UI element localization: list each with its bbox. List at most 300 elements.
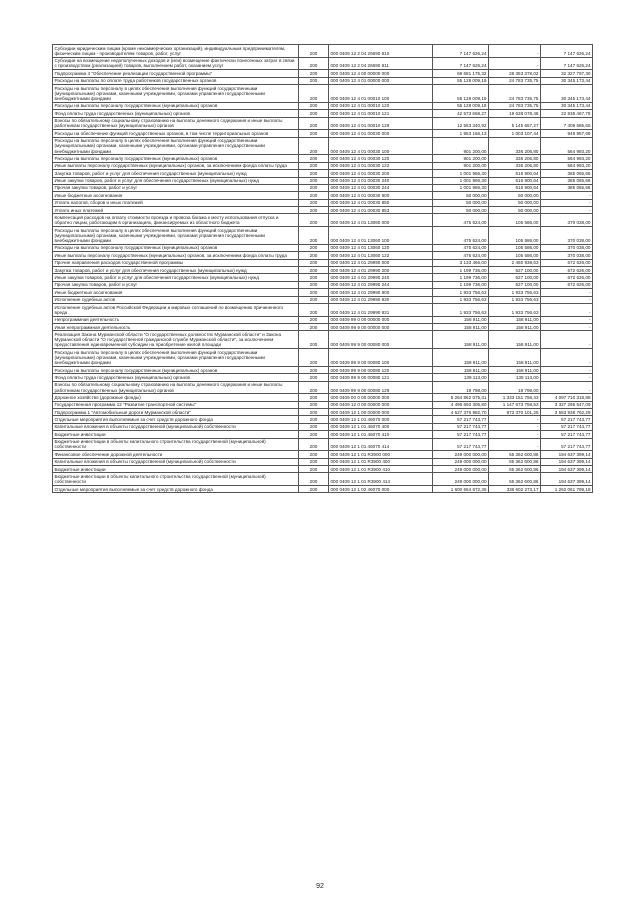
budget-execution-table	[52, 44, 593, 493]
line-code: 200	[299, 252, 329, 259]
table-row	[53, 366, 593, 373]
unexecuted-amount: 370 038,00	[541, 214, 593, 227]
classification-code: 000 0409 12 4 01 00030 850	[329, 199, 433, 206]
unexecuted-amount: 385 065,66	[541, 177, 593, 184]
executed-amount: 973 370 101,25	[489, 409, 541, 416]
line-code: 200	[299, 77, 329, 84]
executed-amount: -	[489, 431, 541, 438]
executed-amount: 336 206,80	[489, 155, 541, 162]
table-row	[53, 267, 593, 274]
table-row	[53, 331, 593, 349]
line-code: 200	[299, 45, 329, 58]
approved-amount: 1 600 664 672,35	[433, 486, 489, 493]
unexecuted-amount: 3 327 295 547,09	[541, 401, 593, 408]
line-code: 200	[299, 102, 329, 109]
classification-code: 000 0409 12 1 00 00000 000	[329, 409, 433, 416]
row-description: Бюджетные инвестиции в объекты капитального строительства государственной (муниципальной) собственности	[53, 438, 299, 451]
classification-code: 000 0409 12 4 01 29990 244	[329, 281, 433, 288]
unexecuted-amount: 672 626,00	[541, 281, 593, 288]
classification-code: 000 0409 12 4 01 00030 800	[329, 192, 433, 199]
table-row	[53, 199, 593, 206]
executed-amount: 336 206,80	[489, 137, 541, 155]
unexecuted-amount: 385 065,66	[541, 184, 593, 191]
executed-amount: -	[489, 57, 541, 70]
classification-code: 000 0409 99 9 00 00000 000	[329, 323, 433, 330]
line-code: 200	[299, 473, 329, 486]
table-body	[53, 45, 593, 493]
unexecuted-amount: 194 637 399,14	[541, 466, 593, 473]
row-description: Компенсация расходов на оплату стоимости проезда и провоза багажа к месту использования отпуска и обратно лицам, работающим в организациях, финансируемых из областного бюджета	[53, 214, 299, 227]
executed-amount: 105 586,00	[489, 214, 541, 227]
table-row	[53, 177, 593, 184]
line-code: 200	[299, 130, 329, 137]
classification-code: 000 0409 12 1 01 R3900 400	[329, 458, 433, 465]
unexecuted-amount: 30 345 173,44	[541, 102, 593, 109]
row-description: Иные выплаты персоналу государственных (муниципальных) органов, за исключением фонда оплаты труда	[53, 252, 299, 259]
table-row	[53, 316, 593, 323]
classification-code: 000 0409 12 4 01 00000 000	[329, 77, 433, 84]
unexecuted-amount: 672 626,00	[541, 274, 593, 281]
row-description: Закупка товаров, работ и услуг для обеспечения государственных (муниципальных) нужд	[53, 170, 299, 177]
line-code: 200	[299, 289, 329, 296]
executed-amount: -	[489, 45, 541, 58]
table-row	[53, 70, 593, 77]
approved-amount: 249 000 000,00	[433, 466, 489, 473]
classification-code: 000 0409 12 4 01 29990 800	[329, 289, 433, 296]
unexecuted-amount: -	[541, 316, 593, 323]
executed-amount: 50 000,00	[489, 192, 541, 199]
approved-amount: 475 624,00	[433, 252, 489, 259]
approved-amount: 901 200,00	[433, 137, 489, 155]
approved-amount: 12 553 340,92	[433, 117, 489, 130]
row-description: Бюджетные инвестиции в объекты капитального строительства государственной (муниципальной) собственности	[53, 473, 299, 486]
executed-amount: 527 100,00	[489, 267, 541, 274]
line-code: 200	[299, 438, 329, 451]
classification-code: 000 0409 12 4 01 29990 831	[329, 303, 433, 316]
unexecuted-amount: -	[541, 366, 593, 373]
classification-code: 000 0409 00 0 00 00000 000	[329, 394, 433, 401]
line-code: 200	[299, 486, 329, 493]
table-row	[53, 155, 593, 162]
table-row	[53, 381, 593, 394]
row-description: Расходы на выплаты персоналу государственных (муниципальных) органов	[53, 366, 299, 373]
approved-amount: 55 128 009,19	[433, 77, 489, 84]
classification-code: 000 0409 12 1 01 R3900 414	[329, 473, 433, 486]
classification-code: 000 0409 12 0 00 00000 000	[329, 401, 433, 408]
executed-amount: 616 900,64	[489, 170, 541, 177]
approved-amount: 901 200,00	[433, 162, 489, 169]
row-description: Расходы на выплаты по оплате труда работников государственных органов	[53, 77, 299, 84]
approved-amount: 50 000,00	[433, 207, 489, 214]
line-code: 200	[299, 274, 329, 281]
executed-amount: 55 362 600,86	[489, 451, 541, 458]
row-description: Взносы по обязательному социальному страхованию на выплаты денежного содержания и иные выплаты работникам государственных (муниципальных) органов	[53, 381, 299, 394]
executed-amount: 1 147 673 758,53	[489, 401, 541, 408]
classification-code: 000 0409 12 4 01 00030 244	[329, 184, 433, 191]
executed-amount: 1 933 756,63	[489, 303, 541, 316]
row-description: Уплата налогов, сборов и иных платежей	[53, 199, 299, 206]
unexecuted-amount: 370 038,00	[541, 227, 593, 245]
line-code: 200	[299, 409, 329, 416]
executed-amount: 55 362 600,86	[489, 466, 541, 473]
executed-amount: 1 003 107,44	[489, 130, 541, 137]
table-row	[53, 184, 593, 191]
approved-amount: 158 911,00	[433, 331, 489, 349]
classification-code: 000 0409 12 4 01 00010 120	[329, 102, 433, 109]
unexecuted-amount: -	[541, 303, 593, 316]
row-description: Прочие направления расходов государственной программы	[53, 259, 299, 266]
approved-amount: 57 217 743,77	[433, 431, 489, 438]
classification-code: 000 0409 12 4 01 00030 240	[329, 177, 433, 184]
approved-amount: 57 217 743,77	[433, 423, 489, 430]
table-row	[53, 227, 593, 245]
unexecuted-amount: 564 993,20	[541, 162, 593, 169]
classification-code: 000 0409 12 1 01 46070 410	[329, 431, 433, 438]
classification-code: 000 0409 12 4 01 00030 000	[329, 130, 433, 137]
executed-amount: -	[489, 423, 541, 430]
executed-amount: 28 353 378,02	[489, 70, 541, 77]
line-code: 200	[299, 416, 329, 423]
line-code: 200	[299, 70, 329, 77]
approved-amount: 249 000 000,00	[433, 458, 489, 465]
table-row	[53, 252, 593, 259]
row-description: Закупка товаров, работ и услуг для обеспечения государственных (муниципальных) нужд	[53, 267, 299, 274]
line-code: 200	[299, 331, 329, 349]
executed-amount: 55 362 600,86	[489, 458, 541, 465]
executed-amount: 5 145 657,27	[489, 117, 541, 130]
executed-amount: 158 911,00	[489, 316, 541, 323]
row-description: Реализация Закона Мурманской области "О государственных должностях Мурманской области" и Закона Мурманской области "О государственной гражданской службе Мурманской области", за исключением предоставления единовременной субсидии на приобретение жилой площади	[53, 331, 299, 349]
line-code: 200	[299, 227, 329, 245]
executed-amount: 336 602 273,17	[489, 486, 541, 493]
classification-code: 000 0409 12 4 00 00000 000	[329, 70, 433, 77]
table-row	[53, 416, 593, 423]
line-code: 200	[299, 451, 329, 458]
classification-code: 000 0409 12 4 01 00030 200	[329, 170, 433, 177]
approved-amount: 19 798,00	[433, 381, 489, 394]
executed-amount: 1 333 151 756,43	[489, 394, 541, 401]
classification-code: 000 0409 12 4 01 13060 000	[329, 214, 433, 227]
line-code: 200	[299, 170, 329, 177]
unexecuted-amount: -	[541, 381, 593, 394]
line-code: 200	[299, 431, 329, 438]
table-row	[53, 259, 593, 266]
table-row	[53, 214, 593, 227]
classification-code: 000 0409 12 4 01 00030 122	[329, 162, 433, 169]
classification-code: 000 0409 12 4 01 13060 122	[329, 252, 433, 259]
table-row	[53, 466, 593, 473]
unexecuted-amount: 57 217 743,77	[541, 431, 593, 438]
unexecuted-amount: 370 038,00	[541, 252, 593, 259]
classification-code: 000 0409 12 2 04 26690 811	[329, 57, 433, 70]
table-row	[53, 289, 593, 296]
table-row	[53, 274, 593, 281]
unexecuted-amount: 3 553 938 762,29	[541, 409, 593, 416]
executed-amount: 616 900,64	[489, 177, 541, 184]
row-description: Исполнение судебных актов Российской Федерации и мировых соглашений по возмещению причиненного вреда	[53, 303, 299, 316]
classification-code: 000 0409 12 4 01 00030 120	[329, 155, 433, 162]
row-description: Расходы на выплаты персоналу государственных (муниципальных) органов	[53, 155, 299, 162]
row-description: Расходы на выплаты персоналу в целях обеспечения выполнения функций государственными (муниципальными) органами, казенными учреждениями, органами управления государственными внебюджетными фондами	[53, 227, 299, 245]
approved-amount: 50 000,00	[433, 192, 489, 199]
row-description: Иные закупки товаров, работ и услуг для обеспечения государственных (муниципальных) нужд	[53, 274, 299, 281]
table-row	[53, 281, 593, 288]
unexecuted-amount: -	[541, 192, 593, 199]
table-row	[53, 170, 593, 177]
row-description: Капитальные вложения в объекты государственной (муниципальной) собственности	[53, 458, 299, 465]
classification-code: 000 0409 12 2 04 26690 810	[329, 45, 433, 58]
executed-amount: 527 100,00	[489, 274, 541, 281]
approved-amount: 158 911,00	[433, 366, 489, 373]
unexecuted-amount: -	[541, 374, 593, 381]
approved-amount: 57 217 743,77	[433, 416, 489, 423]
unexecuted-amount: 370 038,00	[541, 244, 593, 251]
approved-amount: 475 624,00	[433, 214, 489, 227]
row-description: Бюджетные инвестиции	[53, 466, 299, 473]
row-description: Расходы на выплаты персоналу государственных (муниципальных) органов	[53, 244, 299, 251]
approved-amount: 1 001 966,30	[433, 170, 489, 177]
unexecuted-amount: 194 637 399,14	[541, 451, 593, 458]
approved-amount: 249 000 000,00	[433, 451, 489, 458]
unexecuted-amount: 57 217 743,77	[541, 438, 593, 451]
approved-amount: 1 199 736,00	[433, 274, 489, 281]
classification-code: 000 0409 12 1 01 R3900 000	[329, 451, 433, 458]
approved-amount: 139 113,00	[433, 374, 489, 381]
line-code: 200	[299, 281, 329, 288]
row-description: Отдельные мероприятия выполняемые за счет средств дорожного фонда	[53, 486, 299, 493]
row-description: Расходы на выплаты персоналу в целях обеспечения выполнения функций государственными (муниципальными) органами, казенными учреждениями, органами управления государственными внебюджетными фондами	[53, 84, 299, 102]
row-description: Субсидии юридическим лицам (кроме некоммерческих организаций), индивидуальным предпринимателям, физическим лицам - производителям товаров, работ, услуг	[53, 45, 299, 58]
line-code: 200	[299, 401, 329, 408]
classification-code: 000 0409 12 4 01 29990 240	[329, 274, 433, 281]
approved-amount: 1 953 166,13	[433, 130, 489, 137]
line-code: 200	[299, 366, 329, 373]
row-description: Финансовое обеспечение дорожной деятельности	[53, 451, 299, 458]
row-description: Иные бюджетные ассигнования	[53, 192, 299, 199]
executed-amount: 616 900,64	[489, 184, 541, 191]
unexecuted-amount: 32 327 797,30	[541, 70, 593, 77]
table-row	[53, 77, 593, 84]
executed-amount: -	[489, 438, 541, 451]
classification-code: 000 0409 99 9 00 00080 120	[329, 366, 433, 373]
line-code: 200	[299, 199, 329, 206]
line-code: 200	[299, 207, 329, 214]
line-code: 200	[299, 259, 329, 266]
line-code: 200	[299, 374, 329, 381]
row-description: Непрограммная деятельность	[53, 316, 299, 323]
classification-code: 000 0409 99 0 00 00000 000	[329, 316, 433, 323]
row-description: Прочая закупка товаров, работ и услуг	[53, 281, 299, 288]
classification-code: 000 0409 99 9 00 00080 000	[329, 331, 433, 349]
approved-amount: 7 147 626,24	[433, 45, 489, 58]
table-row	[53, 84, 593, 102]
line-code: 200	[299, 303, 329, 316]
unexecuted-amount: -	[541, 323, 593, 330]
row-description: Иные закупки товаров, работ и услуг для обеспечения государственных (муниципальных) нужд	[53, 177, 299, 184]
row-description: Исполнение судебных актов	[53, 296, 299, 303]
executed-amount: 158 911,00	[489, 323, 541, 330]
executed-amount: 19 798,00	[489, 381, 541, 394]
executed-amount: 158 911,00	[489, 331, 541, 349]
line-code: 200	[299, 267, 329, 274]
table-row	[53, 45, 593, 58]
approved-amount: 4 496 693 305,80	[433, 401, 489, 408]
approved-amount: 158 911,00	[433, 349, 489, 367]
table-row	[53, 137, 593, 155]
classification-code: 000 0409 12 1 01 46070 000	[329, 416, 433, 423]
executed-amount: 24 783 735,75	[489, 102, 541, 109]
unexecuted-amount: 672 626,00	[541, 267, 593, 274]
executed-amount: 527 100,00	[489, 281, 541, 288]
line-code: 200	[299, 155, 329, 162]
table-row	[53, 192, 593, 199]
table-row	[53, 486, 593, 493]
line-code: 200	[299, 192, 329, 199]
unexecuted-amount: 57 217 743,77	[541, 416, 593, 423]
unexecuted-amount: 385 065,66	[541, 170, 593, 177]
approved-amount: 57 217 743,77	[433, 438, 489, 451]
table-row	[53, 303, 593, 316]
line-code: 200	[299, 316, 329, 323]
approved-amount: 1 001 966,30	[433, 177, 489, 184]
approved-amount: 42 573 668,27	[433, 110, 489, 117]
row-description: Уплата иных платежей	[53, 207, 299, 214]
unexecuted-amount: 564 993,20	[541, 155, 593, 162]
approved-amount: 5 264 862 075,31	[433, 394, 489, 401]
approved-amount: 1 933 756,63	[433, 289, 489, 296]
row-description: Расходы на обеспечение функций государственных органов, в том числе территориальных органов	[53, 130, 299, 137]
budget-report-page	[52, 44, 592, 493]
line-code: 200	[299, 162, 329, 169]
executed-amount: -	[489, 416, 541, 423]
table-row	[53, 57, 593, 70]
approved-amount: 475 624,00	[433, 227, 489, 245]
unexecuted-amount: -	[541, 289, 593, 296]
executed-amount: 139 113,00	[489, 374, 541, 381]
table-row	[53, 401, 593, 408]
classification-code: 000 0409 12 4 01 13060 100	[329, 227, 433, 245]
row-description: Расходы на выплаты персоналу государственных (муниципальных) органов	[53, 102, 299, 109]
table-row	[53, 110, 593, 117]
table-row	[53, 117, 593, 130]
line-code: 200	[299, 117, 329, 130]
table-row	[53, 451, 593, 458]
executed-amount: 336 206,80	[489, 162, 541, 169]
executed-amount: 55 362 600,86	[489, 473, 541, 486]
table-row	[53, 349, 593, 367]
unexecuted-amount: -	[541, 207, 593, 214]
row-description: Бюджетные инвестиции	[53, 431, 299, 438]
unexecuted-amount: 30 345 173,44	[541, 84, 593, 102]
line-code: 200	[299, 184, 329, 191]
classification-code: 000 0409 12 4 01 29990 200	[329, 267, 433, 274]
approved-amount: 158 911,00	[433, 316, 489, 323]
table-row	[53, 394, 593, 401]
executed-amount: 19 638 078,48	[489, 110, 541, 117]
unexecuted-amount: 4 097 710 318,88	[541, 394, 593, 401]
table-row	[53, 438, 593, 451]
unexecuted-amount: -	[541, 331, 593, 349]
row-description: Взносы по обязательному социальному страхованию на выплаты денежного содержания и иные выплаты работникам государственных (муниципальных) органов	[53, 117, 299, 130]
table-row	[53, 409, 593, 416]
table-row	[53, 431, 593, 438]
classification-code: 000 0409 12 4 01 00010 129	[329, 117, 433, 130]
approved-amount: 55 128 009,19	[433, 102, 489, 109]
row-description: Отдельные мероприятия выполняемые за счет средств дорожного фонда	[53, 416, 299, 423]
executed-amount: 105 586,00	[489, 227, 541, 245]
table-row	[53, 296, 593, 303]
row-description: Иные выплаты персоналу государственных (муниципальных) органов, за исключением фонда оплаты труда	[53, 162, 299, 169]
approved-amount: 1 001 966,30	[433, 184, 489, 191]
row-description: Иные бюджетные ассигнования	[53, 289, 299, 296]
row-description: Капитальные вложения в объекты государственной (муниципальной) собственности	[53, 423, 299, 430]
executed-amount: 24 783 735,75	[489, 84, 541, 102]
unexecuted-amount: 194 637 399,14	[541, 458, 593, 465]
line-code: 200	[299, 323, 329, 330]
unexecuted-amount: 564 993,20	[541, 137, 593, 155]
classification-code: 000 0409 12 4 01 29990 830	[329, 296, 433, 303]
executed-amount: 50 000,00	[489, 207, 541, 214]
line-code: 200	[299, 381, 329, 394]
executed-amount: 50 000,00	[489, 199, 541, 206]
unexecuted-amount: 22 935 467,79	[541, 110, 593, 117]
row-description: Дорожное хозяйство (дорожные фонды)	[53, 394, 299, 401]
classification-code: 000 0409 12 1 01 46070 400	[329, 423, 433, 430]
row-description: Расходы на выплаты персоналу в целях обеспечения выполнения функций государственными (муниципальными) органами, казенными учреждениями, органами управления государственными внебюджетными фондами	[53, 349, 299, 367]
unexecuted-amount: 1 262 061 799,18	[541, 486, 593, 493]
classification-code: 000 0409 12 4 01 00030 853	[329, 207, 433, 214]
table-row	[53, 244, 593, 251]
row-description: Иная непрограммная деятельность	[53, 323, 299, 330]
table-row	[53, 458, 593, 465]
line-code: 200	[299, 110, 329, 117]
line-code: 200	[299, 214, 329, 227]
approved-amount: 249 000 000,00	[433, 473, 489, 486]
approved-amount: 7 147 626,24	[433, 57, 489, 70]
line-code: 200	[299, 466, 329, 473]
approved-amount: 4 527 376 982,70	[433, 409, 489, 416]
line-code: 200	[299, 296, 329, 303]
table-row	[53, 162, 593, 169]
unexecuted-amount: 7 147 626,24	[541, 45, 593, 58]
table-row	[53, 102, 593, 109]
row-description: Расходы на выплаты персоналу в целях обеспечения выполнения функций государственными (муниципальными) органами, казенными учреждениями, органами управления государственными внебюджетными фондами	[53, 137, 299, 155]
page-number: 92	[316, 883, 324, 890]
line-code: 200	[299, 57, 329, 70]
table-row	[53, 423, 593, 430]
approved-amount: 55 128 009,19	[433, 84, 489, 102]
executed-amount: 105 586,00	[489, 244, 541, 251]
row-description: Фонд оплаты труда государственных (муниципальных) органов	[53, 374, 299, 381]
unexecuted-amount: 949 957,69	[541, 130, 593, 137]
unexecuted-amount: -	[541, 199, 593, 206]
unexecuted-amount: 7 147 626,24	[541, 57, 593, 70]
classification-code: 000 0409 12 4 01 00010 100	[329, 84, 433, 102]
line-code: 200	[299, 244, 329, 251]
executed-amount: 1 933 756,63	[489, 296, 541, 303]
approved-amount: 1 933 756,63	[433, 303, 489, 316]
approved-amount: 158 911,00	[433, 323, 489, 330]
unexecuted-amount: -	[541, 349, 593, 367]
line-code: 200	[299, 84, 329, 102]
classification-code: 000 0409 99 9 00 00080 129	[329, 381, 433, 394]
table-row	[53, 130, 593, 137]
line-code: 200	[299, 394, 329, 401]
classification-code: 000 0409 99 9 00 00080 100	[329, 349, 433, 367]
row-description: Государственная программа 12 "Развитие транспортной системы"	[53, 401, 299, 408]
unexecuted-amount: 194 637 399,14	[541, 473, 593, 486]
approved-amount: 475 624,00	[433, 244, 489, 251]
